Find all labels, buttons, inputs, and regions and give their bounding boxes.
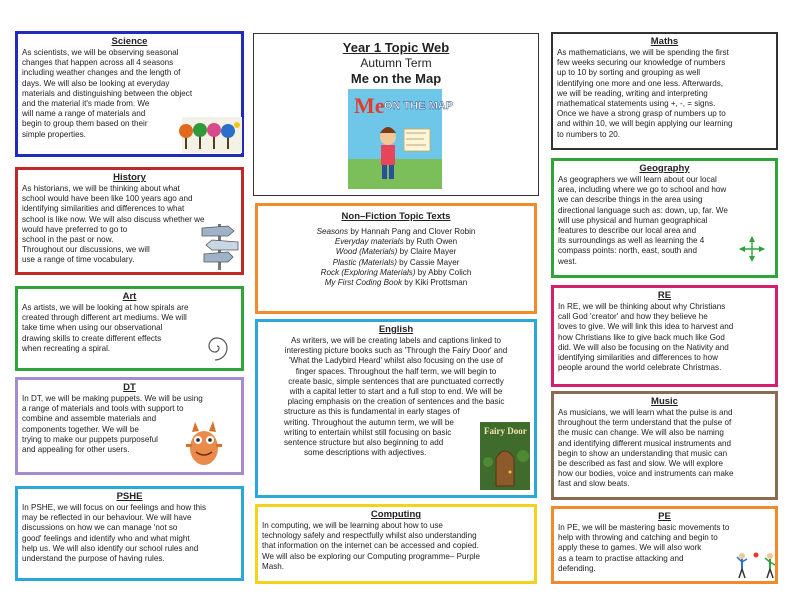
text-line: west. — [558, 256, 577, 266]
text-line: how our bodies, voice and instruments can make — [558, 469, 734, 479]
book-item — [336, 247, 457, 256]
fairy-door-cover-title: Fairy Door — [484, 426, 527, 436]
text-line: we will be reading, writing and interpreting — [557, 88, 708, 98]
book-item — [317, 227, 476, 236]
text-line: create basic, simple sentences that are punctuated correctly — [288, 376, 504, 386]
text-line: 'What the Ladybird Heard' whilst also focusing on the use of — [288, 356, 504, 366]
text-line: may be reflected in our behaviour. We will have — [22, 513, 192, 523]
text-line: As geographers we will learn about our local — [558, 175, 717, 184]
pe-box — [551, 506, 778, 584]
text-line: throughout the term understand that the pulse of — [558, 418, 732, 428]
science-heading: Science — [111, 36, 148, 47]
book-author: by Claire Mayer — [397, 247, 457, 257]
computing-box — [255, 504, 537, 584]
text-line: including weather changes and the length of — [22, 68, 181, 78]
text-line: apply these to games. We will also work — [558, 543, 702, 553]
text-line: and the material it's made from. We — [22, 99, 150, 109]
text-line: In DT, we will be making puppets. We will be using — [22, 394, 203, 403]
geography-box — [551, 158, 778, 278]
computing-text — [262, 521, 530, 572]
book-title: My First Coding Book — [324, 278, 403, 288]
text-line: loves to give. We will link this idea to harvest and — [558, 322, 734, 332]
text-line: people around the world celebrate Christmas. — [558, 363, 722, 373]
text-line: mathematical statements using +, -, = signs. — [557, 99, 716, 109]
term-subtitle: Autumn Term — [360, 56, 432, 70]
text-line: identifying similarities and differences to what — [22, 204, 185, 214]
text-line: help with throwing and catching and begin to — [558, 533, 718, 543]
book-title: Wood (Materials) — [335, 247, 398, 257]
text-line: In RE, we will be thinking about why Christians — [558, 302, 726, 311]
text-line: materials and distinguishing between the object — [22, 88, 193, 98]
text-line: As artists, we will be looking at how spirals are — [22, 303, 189, 312]
re-text — [558, 302, 771, 373]
text-line: simple properties. — [22, 129, 86, 139]
text-line: sentence structure but also beginning to add — [284, 438, 444, 448]
text-line: As historians, we will be thinking about what — [22, 184, 180, 193]
text-line: school would have been like 100 years ago and — [22, 194, 193, 204]
text-line: take time when using our observational — [22, 323, 163, 333]
pshe-box — [15, 486, 244, 581]
book-author: by Ruth Owen — [403, 237, 458, 247]
text-line: In computing, we will be learning about how to use — [262, 521, 443, 530]
book-author: by Kiki Prottsman — [402, 278, 468, 288]
art-box — [15, 286, 244, 371]
text-line: writing. Throughout the autumn term, we will be — [284, 417, 454, 427]
book-title: Rock (Exploring Materials) — [320, 267, 416, 277]
text-line: to numbers to 20. — [557, 129, 620, 139]
science-box — [15, 31, 244, 157]
book-author: by Hannah Pang and Clover Robin — [348, 227, 476, 236]
seasonal-trees-image — [182, 117, 242, 153]
text-line: school is like now. We will also discuss whether we — [22, 214, 205, 224]
book-cover-title: ON THE MAP — [384, 100, 454, 112]
text-line: call God 'creator' and how they believe he — [558, 312, 708, 322]
maths-heading: Maths — [650, 36, 679, 47]
text-line: defending. — [558, 563, 596, 573]
music-heading: Music — [651, 396, 678, 407]
text-line: when recreating a spiral. — [22, 343, 111, 353]
text-line: would have preferred to go to — [22, 224, 128, 234]
text-line: As mathematicians, we will be spending the first — [557, 48, 729, 57]
compass-icon — [738, 235, 766, 263]
text-line: Mash. — [262, 561, 285, 571]
geography-heading: Geography — [639, 163, 690, 174]
text-line: will name a range of materials and — [22, 109, 146, 119]
title-box — [253, 33, 539, 196]
me-on-the-map-book-cover — [348, 89, 454, 189]
text-line: good' feelings and identify who and what might — [22, 533, 190, 543]
english-text-wrapped — [262, 407, 484, 458]
text-line: features to describe our local area and — [558, 226, 697, 236]
pshe-text — [22, 503, 237, 564]
text-line: did. We will also be focusing on the Nativity and — [558, 342, 729, 352]
fairy-door-book-cover — [480, 422, 530, 490]
computing-heading: Computing — [370, 509, 422, 520]
signpost-image — [198, 218, 242, 270]
book-author: by Abby Colich — [415, 267, 472, 277]
text-line: few weeks securing our knowledge of numbers — [557, 58, 726, 68]
book-author: by Cassie Mayer — [396, 257, 460, 267]
text-line: be described as fast and slow. We will explore — [558, 459, 723, 469]
dt-heading: DT — [123, 382, 136, 393]
text-line: will use physical and human geographical — [558, 215, 708, 225]
text-line: identifying similarities and differences to how — [558, 353, 719, 363]
text-line: changes that happen across all 4 seasons — [22, 58, 174, 68]
book-item — [335, 237, 457, 246]
english-heading: English — [378, 324, 414, 335]
re-box — [551, 285, 778, 387]
text-line: As scientists, we will be observing seasonal — [22, 48, 179, 57]
text-line: school in the past or now. — [22, 235, 114, 245]
text-line: Throughout our discussions, we will — [22, 245, 150, 255]
text-line: technology safely and respectfully whilst also understanding — [262, 531, 477, 541]
book-item — [325, 278, 468, 287]
maths-text — [557, 48, 772, 140]
text-line: components together. We will be — [22, 424, 139, 434]
re-heading: RE — [657, 290, 672, 301]
text-line: how Christians like to give back much like God — [558, 332, 725, 342]
text-line: begin to show an understanding that music can — [558, 448, 728, 458]
book-title: Plastic (Materials) — [332, 257, 397, 267]
text-line: placing emphasis on the creation of sentences and the basic — [287, 397, 505, 407]
text-line: understand the purpose of having rules. — [22, 554, 165, 564]
nonfiction-book-list — [262, 227, 530, 288]
text-line: with a capital letter to start and a full stop to end. We will be — [289, 387, 503, 397]
text-line: interesting picture books such as 'Through the Fairy Door' and — [284, 346, 508, 356]
text-line: We will also be exploring our Computing programme– Purple — [262, 551, 481, 561]
book-title: Everyday materials — [334, 237, 404, 247]
history-heading: History — [113, 172, 146, 183]
text-line: help us. We will also identify our school rules and — [22, 543, 199, 553]
text-line: created through different art mediums. We will — [22, 313, 187, 323]
text-line: Once we have a strong grasp of numbers up to — [557, 109, 726, 119]
text-line: discussions on how we can manage 'not so — [22, 523, 178, 533]
text-line: some descriptions with adjectives. — [304, 448, 427, 458]
text-line: structure as this is fundamental in early stages of — [284, 407, 460, 417]
text-line: that information on the internet can be accessed and copied. — [262, 541, 479, 551]
nonfiction-heading: Non–Fiction Topic Texts — [341, 211, 451, 222]
text-line: begin to group them based on their — [22, 119, 148, 129]
book-me-letters: Me — [354, 93, 385, 118]
text-line: In PE, we will be mastering basic movements to — [558, 523, 730, 532]
book-item — [333, 258, 460, 267]
text-line: directional language such as: down, up, far. We — [558, 205, 728, 215]
spiral-image — [202, 331, 232, 361]
text-line: and identifying different musical instruments and — [558, 438, 732, 448]
text-line: up to 10 by sorting and grouping as well — [557, 68, 701, 78]
dt-box — [15, 377, 244, 475]
text-line: As musicians, we will learn what the pulse is and — [558, 408, 733, 417]
puppet-image — [182, 418, 226, 468]
text-line: writing to entertain whilst still focusing on basic — [284, 427, 452, 437]
book-item — [321, 268, 472, 277]
text-line: identifying one more and one less. Afterwards, — [557, 78, 724, 88]
text-line: a range of materials and tools with support to — [22, 404, 184, 414]
text-line: compass points: north, east, south and — [558, 246, 698, 256]
text-line: we can describe things in the area using — [558, 195, 703, 205]
page-title: Year 1 Topic Web — [342, 40, 450, 55]
pshe-heading: PSHE — [116, 491, 143, 502]
text-line: As writers, we will be creating labels and captions linked to — [290, 336, 502, 345]
text-line: and within 10, we will begin applying our learning — [557, 119, 733, 129]
children-playing-icon — [736, 551, 776, 581]
text-line: and appealing for other users. — [22, 445, 130, 455]
art-heading: Art — [122, 291, 137, 302]
text-line: finger spaces. Throughout the half term, we will begin to — [295, 366, 497, 376]
english-text — [262, 336, 530, 407]
nonfiction-box — [255, 203, 537, 314]
text-line: trying to make our puppets purposeful — [22, 434, 158, 444]
music-text — [558, 408, 771, 490]
music-box — [551, 391, 778, 500]
text-line: drawing skills to create different effects — [22, 333, 162, 343]
text-line: area, including where we go to school and how — [558, 185, 727, 195]
text-line: the music can change. We will also be naming — [558, 428, 724, 438]
text-line: combine and assemble materials and — [22, 414, 157, 424]
pe-heading: PE — [658, 511, 671, 522]
text-line: In PSHE, we will focus on our feelings and how this — [22, 503, 207, 512]
text-line: use a range of time vocabulary. — [22, 255, 135, 265]
history-box — [15, 167, 244, 275]
text-line: its surroundings as well as learning the 4 — [558, 236, 705, 246]
maths-box — [551, 32, 778, 150]
topic-title: Me on the Map — [350, 71, 442, 86]
text-line: as a team to practise attacking and — [558, 553, 684, 563]
book-title: Seasons — [316, 227, 349, 236]
english-box — [255, 319, 537, 498]
text-line: days. We will also be looking at everyday — [22, 78, 170, 88]
text-line: fast and slow beats. — [558, 479, 630, 489]
